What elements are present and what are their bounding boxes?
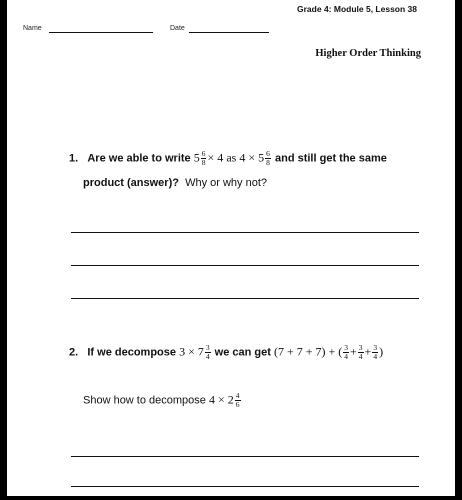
- date-label: Date: [170, 25, 185, 32]
- q1-times-four: × 4: [207, 150, 224, 165]
- question-2-show: [83, 392, 242, 409]
- question-1-text-a: Are we able to write: [87, 152, 191, 165]
- question-1-line-2: [83, 177, 267, 189]
- answer-line-5[interactable]: [71, 486, 419, 487]
- question-1-text-b: and still get the same: [274, 152, 387, 165]
- answer-line-3[interactable]: [71, 298, 419, 299]
- question-1-product: product (answer)?: [83, 177, 179, 189]
- page-subtitle: Higher Order Thinking: [315, 48, 421, 59]
- question-1-why: Why or why not?: [185, 177, 267, 189]
- question-2-show-text: Show how to decompose: [83, 394, 206, 407]
- q1-as: as: [226, 150, 237, 165]
- q2-close-paren: ): [379, 344, 384, 359]
- q1-mixed-number-whole: 5: [193, 150, 200, 165]
- name-label: Name: [23, 25, 42, 32]
- question-1-line-1: [69, 150, 387, 167]
- answer-line-2[interactable]: [71, 265, 419, 266]
- q2-sum-lead: (7 + 7 + 7) + (: [273, 344, 343, 359]
- q2-plus-2: +: [364, 344, 372, 359]
- grade-module-lesson: Grade 4: Module 5, Lesson 38: [297, 4, 417, 14]
- q2-sum-fraction-2: $\frac{3}{4}$: [358, 343, 363, 361]
- question-2-line-1: [69, 344, 383, 361]
- q1-fraction-1: $\frac{6}{8}$: [201, 149, 206, 167]
- question-2-number: 2.: [69, 346, 79, 359]
- q1-fraction-2: $\frac{6}{8}$: [266, 149, 270, 167]
- q1-four-times: 4 × 5: [239, 150, 265, 165]
- answer-line-1[interactable]: [71, 232, 419, 233]
- name-field-line[interactable]: [49, 32, 153, 33]
- question-2-text-a: If we decompose: [87, 346, 176, 359]
- question-1-number: 1.: [69, 152, 79, 165]
- q2-show-lead: 4 × 2: [208, 392, 234, 407]
- q2-plus-1: +: [350, 344, 357, 359]
- answer-line-4[interactable]: [71, 456, 419, 457]
- worksheet-page: [7, 0, 455, 496]
- question-2-text-b: we can get: [214, 346, 271, 359]
- date-field-line[interactable]: [189, 32, 269, 33]
- q2-sum-fraction-1: $\frac{3}{4}$: [344, 343, 349, 361]
- q2-sum-fraction-3: $\frac{3}{4}$: [373, 343, 378, 361]
- q2-show-fraction: $\frac{4}{6}$: [235, 391, 240, 409]
- q2-expression-lead: 3 × 7: [179, 344, 204, 359]
- q2-expression-fraction: $\frac{3}{4}$: [205, 343, 210, 361]
